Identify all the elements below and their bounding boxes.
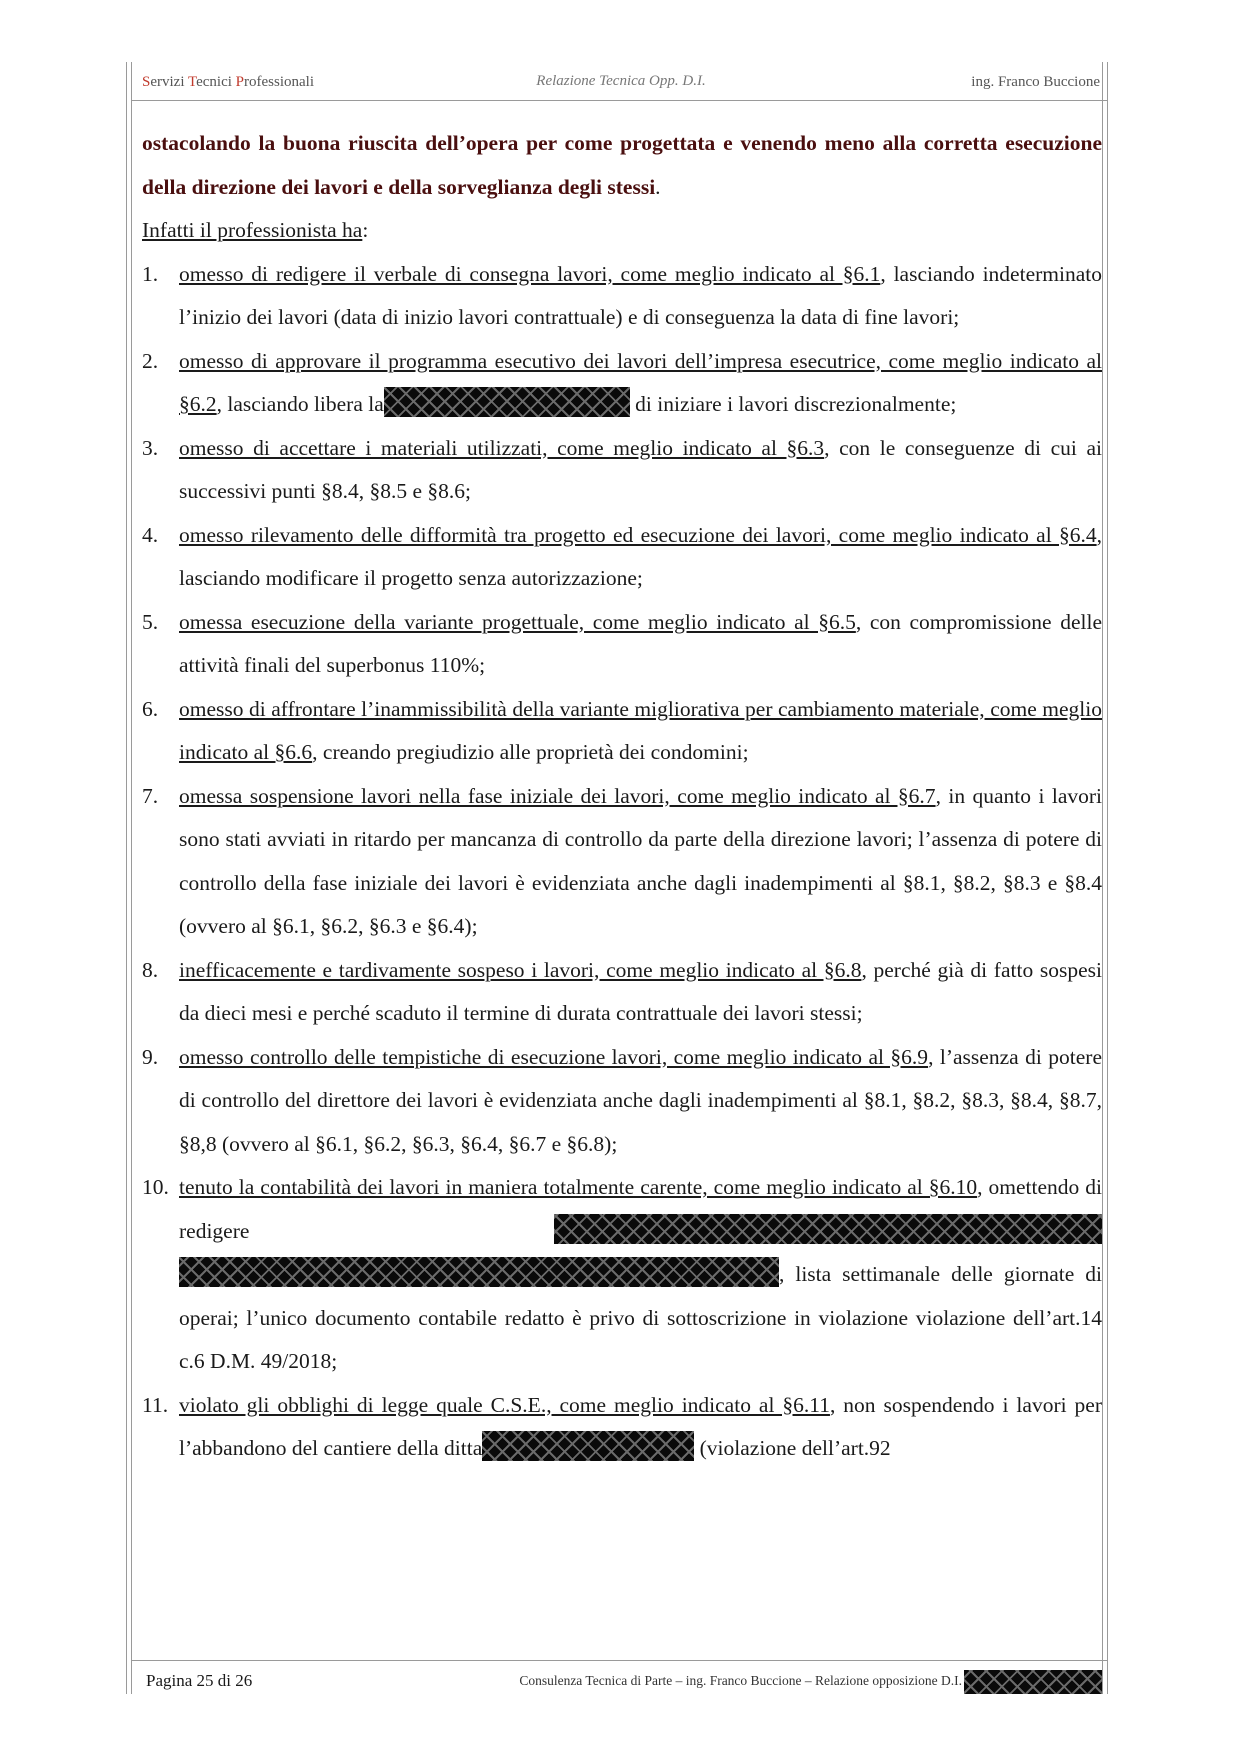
- intro-paragraph: ostacolando la buona riuscita dell’opera per come progettata e venendo meno alla corretta esecuzione della direzione dei lavori e della sorveglianza degli stessi.: [142, 131, 1102, 199]
- page-frame-left-outer: [126, 62, 127, 1694]
- page-header: [142, 70, 1100, 96]
- header-company: Servizi Tecnici Professionali: [142, 74, 314, 90]
- redacted-block: [384, 387, 630, 417]
- list-item: 7. omessa sospensione lavori nella fase iniziale dei lavori, come meglio indicato al §6.7, in quanto i lavori sono stati avviati in ritardo per mancanza di controllo da parte della direzione lavori; l’assenza di potere di controllo della fase iniziale dei lavori è evidenziata anche dagli inadempimenti al §8.1, §8.2, §8.3 e §8.4 (ovvero al §6.1, §6.2, §6.3 e §6.4);: [142, 783, 1102, 938]
- header-author: ing. Franco Buccione: [971, 74, 1100, 90]
- redacted-block: [179, 1257, 779, 1287]
- header-doc-title: Relazione Tecnica Opp. D.I.: [536, 73, 706, 89]
- list-item: 11. violato gli obblighi di legge quale C.S.E., come meglio indicato al §6.11, non sospendendo i lavori per l’abbandono del cantiere della ditta (violazione dell’art.92: [142, 1392, 1102, 1460]
- list-item: 6. omesso di affrontare l’inammissibilità della variante migliorativa per cambiamento materiale, come meglio indicato al §6.6, creando pregiudizio alle proprietà dei condomini;: [142, 696, 1102, 764]
- redacted-block: [482, 1431, 694, 1461]
- footer-rule: [132, 1660, 1107, 1661]
- list-item: 2. omesso di approvare il programma esecutivo dei lavori dell’impresa esecutrice, come meglio indicato al §6.2, lasciando libera la di iniziare i lavori discrezionalmente;: [142, 348, 1102, 416]
- page-frame-right-outer: [1107, 62, 1108, 1694]
- page-number: Pagina 25 di 26: [146, 1671, 253, 1690]
- list-item: 5. omessa esecuzione della variante progettuale, come meglio indicato al §6.5, con compromissione delle attività finali del superbonus 110%;: [142, 609, 1102, 677]
- list-item: 3. omesso di accettare i materiali utilizzati, come meglio indicato al §6.3, con le conseguenze di cui ai successivi punti §8.4, §8.5 e §8.6;: [142, 435, 1102, 503]
- list-lead: Infatti il professionista ha:: [142, 218, 369, 242]
- list-item: 1. omesso di redigere il verbale di consegna lavori, come meglio indicato al §6.1, lasciando indeterminato l’inizio dei lavori (data di inizio lavori contrattuale) e di conseguenza la data di fine lavori;: [142, 261, 1102, 329]
- page-body: [142, 122, 1102, 1471]
- footer-note: Consulenza Tecnica di Parte – ing. Franco Buccione – Relazione opposizione D.I.: [519, 1673, 962, 1688]
- list-item: 10. tenuto la contabilità dei lavori in maniera totalmente carente, come meglio indicato al §6.10, omettendo di redigere , lista settimanale delle giornate di operai; l’unico documento contabile redatto è privo di sottoscrizione in violazione violazione dell’art.14 c.6 D.M. 49/2018;: [142, 1175, 1103, 1373]
- header-rule: [132, 100, 1107, 101]
- list-item: 4. omesso rilevamento delle difformità tra progetto ed esecuzione dei lavori, come meglio indicato al §6.4, lasciando modificare il progetto senza autorizzazione;: [142, 522, 1102, 590]
- list-item: 9. omesso controllo delle tempistiche di esecuzione lavori, come meglio indicato al §6.9, l’assenza di potere di controllo del direttore dei lavori è evidenziata anche dagli inadempimenti al §8.1, §8.2, §8.3, §8.4, §8.7, §8,8 (ovvero al §6.1, §6.2, §6.3, §6.4, §6.7 e §6.8);: [142, 1044, 1102, 1156]
- page-frame-right-inner: [1102, 62, 1103, 1694]
- list-item: 8. inefficacemente e tardivamente sospeso i lavori, come meglio indicato al §6.8, perché già di fatto sospesi da dieci mesi e perché scaduto il termine di durata contrattuale dei lavori stessi;: [142, 957, 1102, 1025]
- redacted-block: [554, 1214, 1102, 1244]
- footer-redacted-block: [964, 1670, 1102, 1694]
- inadempimenti-list: [142, 253, 1102, 1471]
- page-footer: [142, 1667, 1102, 1697]
- page-frame-left-inner: [131, 62, 132, 1694]
